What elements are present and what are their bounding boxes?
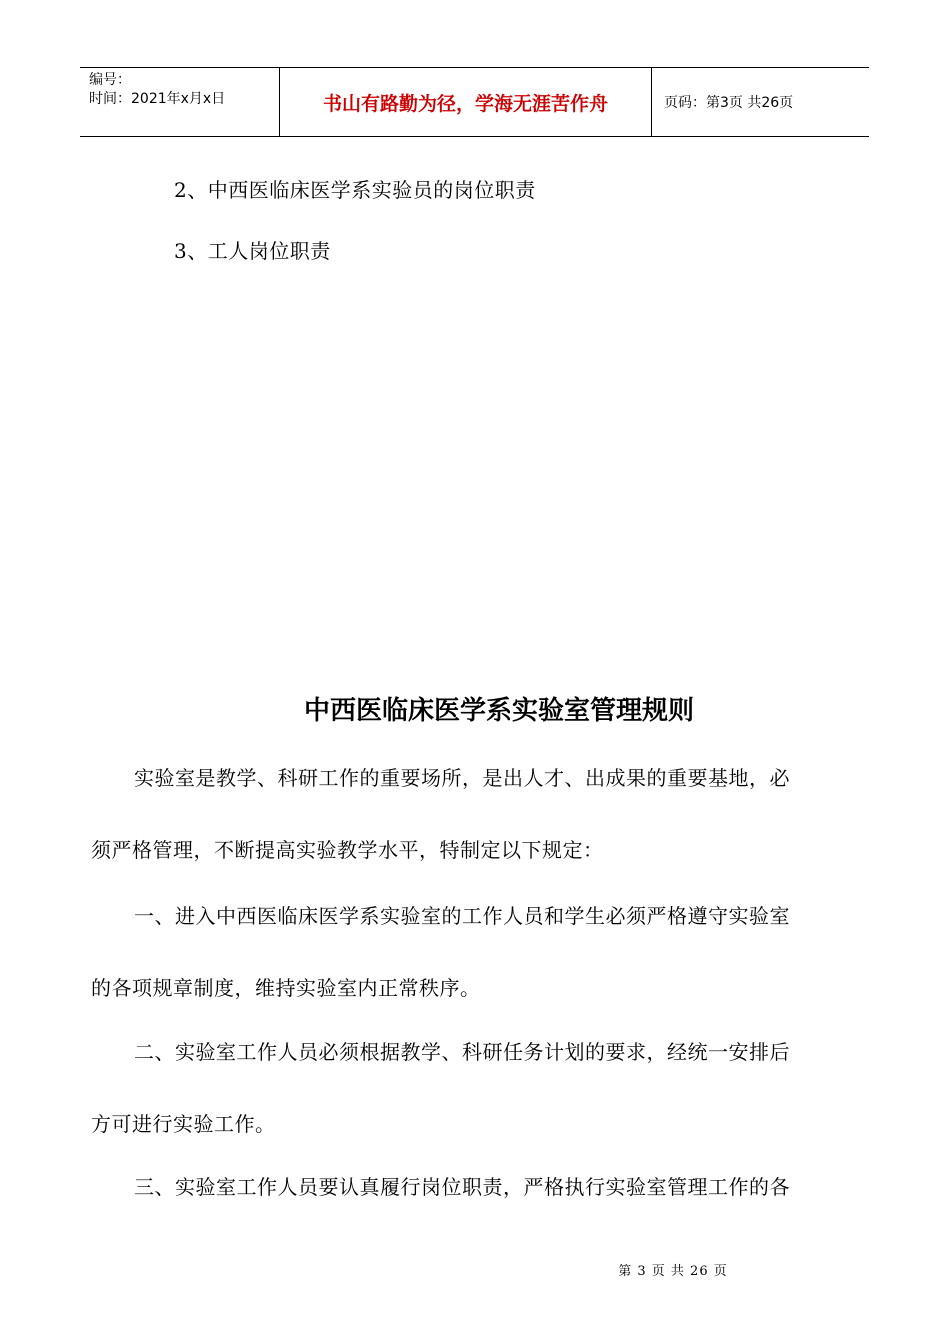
document-number: 编号： [89, 72, 131, 88]
document-date: 时间：2021年x月x日 [89, 91, 226, 107]
list-item: 2、中西医临床医学系实验员的岗位职责 [174, 178, 536, 202]
section-title: 中西医临床医学系实验室管理规则 [303, 696, 694, 726]
paragraph-line: 三、实验室工作人员要认真履行岗位职责，严格执行实验室管理工作的各 [134, 1175, 790, 1199]
paragraph-line: 实验室是教学、科研工作的重要场所，是出人才、出成果的重要基地，必 [134, 766, 790, 790]
paragraph-line: 须严格管理，不断提高实验教学水平，特制定以下规定： [91, 838, 604, 862]
header-meta [80, 68, 280, 136]
paragraph-line: 的各项规章制度，维持实验室内正常秩序。 [91, 976, 481, 1000]
paragraph-line: 方可进行实验工作。 [91, 1112, 276, 1136]
header-page-info: 页码：第3页 共26页 [664, 95, 794, 111]
paragraph-line: 一、进入中西医临床医学系实验室的工作人员和学生必须严格遵守实验室 [134, 904, 790, 928]
paragraph-line: 二、实验室工作人员必须根据教学、科研任务计划的要求，经统一安排后 [134, 1040, 790, 1064]
list-item: 3、工人岗位职责 [174, 239, 331, 263]
header-motto: 书山有路勤为径，学海无涯苦作舟 [280, 68, 652, 136]
page-header [80, 67, 869, 137]
page-footer: 第 3 页 共 26 页 [618, 1264, 728, 1279]
